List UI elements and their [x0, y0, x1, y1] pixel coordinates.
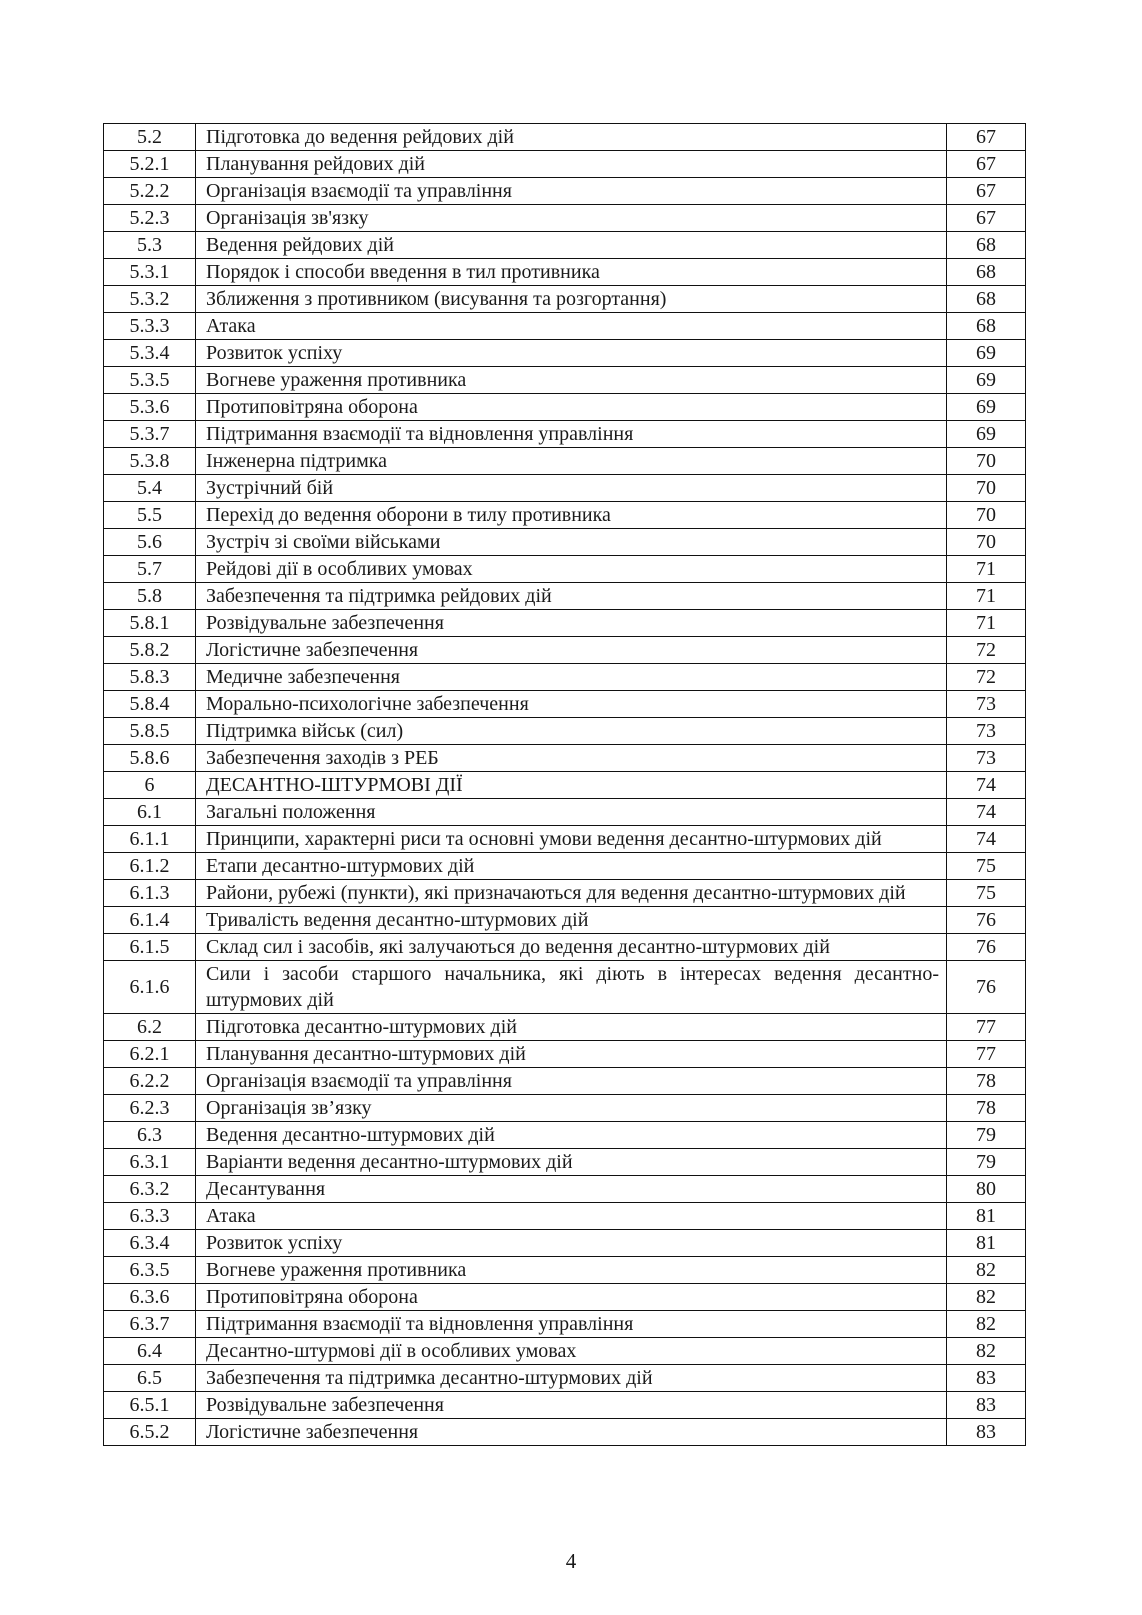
- section-title: Ведення рейдових дій: [196, 232, 947, 259]
- page-ref: 70: [947, 502, 1026, 529]
- toc-row: [104, 475, 1026, 502]
- toc-row: [104, 1203, 1026, 1230]
- toc-row: [104, 232, 1026, 259]
- toc-row: [104, 313, 1026, 340]
- section-number: 6.1.2: [104, 853, 196, 880]
- page-ref: 71: [947, 556, 1026, 583]
- section-title: Склад сил і засобів, які залучаються до ведення десантно-штурмових дій: [196, 934, 947, 961]
- page-ref: 72: [947, 637, 1026, 664]
- toc-row: [104, 718, 1026, 745]
- page-ref: 77: [947, 1014, 1026, 1041]
- section-title: Десантно-штурмові дії в особливих умовах: [196, 1338, 947, 1365]
- section-number: 6.1.4: [104, 907, 196, 934]
- section-number: 6.3.6: [104, 1284, 196, 1311]
- section-title: Етапи десантно-штурмових дій: [196, 853, 947, 880]
- section-title: Логістичне забезпечення: [196, 637, 947, 664]
- page-ref: 68: [947, 259, 1026, 286]
- section-number: 6.5.1: [104, 1392, 196, 1419]
- page-ref: 82: [947, 1257, 1026, 1284]
- section-number: 6: [104, 772, 196, 799]
- page-ref: 72: [947, 664, 1026, 691]
- section-title: Зближення з противником (висування та розгортання): [196, 286, 947, 313]
- section-title: Протиповітряна оборона: [196, 394, 947, 421]
- toc-row: [104, 772, 1026, 799]
- section-title: Планування рейдових дій: [196, 151, 947, 178]
- section-title: ДЕСАНТНО-ШТУРМОВІ ДІЇ: [196, 772, 947, 799]
- section-number: 5.5: [104, 502, 196, 529]
- section-number: 5.8.5: [104, 718, 196, 745]
- section-number: 5.8.1: [104, 610, 196, 637]
- page-ref: 69: [947, 367, 1026, 394]
- section-number: 5.2: [104, 124, 196, 151]
- toc-row: [104, 745, 1026, 772]
- toc-row: [104, 1068, 1026, 1095]
- section-number: 6.1.3: [104, 880, 196, 907]
- section-number: 5.3.4: [104, 340, 196, 367]
- section-number: 5.3.5: [104, 367, 196, 394]
- section-number: 6.1: [104, 799, 196, 826]
- section-number: 6.5.2: [104, 1419, 196, 1446]
- page-ref: 71: [947, 583, 1026, 610]
- toc-row: [104, 664, 1026, 691]
- toc-row: [104, 691, 1026, 718]
- section-title: Організація взаємодії та управління: [196, 178, 947, 205]
- toc-row: [104, 1095, 1026, 1122]
- section-title: Підтримання взаємодії та відновлення управління: [196, 421, 947, 448]
- section-title: Підтримання взаємодії та відновлення управління: [196, 1311, 947, 1338]
- toc-row: [104, 394, 1026, 421]
- section-number: 5.3.6: [104, 394, 196, 421]
- toc-row: [104, 1338, 1026, 1365]
- toc-row: [104, 367, 1026, 394]
- page-ref: 83: [947, 1392, 1026, 1419]
- section-title: Розвідувальне забезпечення: [196, 1392, 947, 1419]
- toc-row: [104, 151, 1026, 178]
- page-ref: 78: [947, 1095, 1026, 1122]
- section-title: Вогневе ураження противника: [196, 367, 947, 394]
- section-number: 5.8.2: [104, 637, 196, 664]
- section-number: 6.3.2: [104, 1176, 196, 1203]
- section-title: Ведення десантно-штурмових дій: [196, 1122, 947, 1149]
- section-title: Забезпечення та підтримка десантно-штурмових дій: [196, 1365, 947, 1392]
- page-ref: 70: [947, 529, 1026, 556]
- section-title: Організація зв’язку: [196, 1095, 947, 1122]
- page-ref: 68: [947, 313, 1026, 340]
- section-title: Райони, рубежі (пункти), які призначаються для ведення десантно-штурмових дій: [196, 880, 947, 907]
- section-number: 6.3.4: [104, 1230, 196, 1257]
- section-number: 5.3.8: [104, 448, 196, 475]
- page-ref: 71: [947, 610, 1026, 637]
- page-ref: 76: [947, 907, 1026, 934]
- section-number: 6.2.3: [104, 1095, 196, 1122]
- page-ref: 79: [947, 1149, 1026, 1176]
- section-number: 6.4: [104, 1338, 196, 1365]
- page-ref: 74: [947, 772, 1026, 799]
- toc-row: [104, 907, 1026, 934]
- page-ref: 81: [947, 1203, 1026, 1230]
- section-number: 5.4: [104, 475, 196, 502]
- page-ref: 82: [947, 1284, 1026, 1311]
- toc-row: [104, 880, 1026, 907]
- section-number: 6.3.1: [104, 1149, 196, 1176]
- page-ref: 67: [947, 124, 1026, 151]
- section-title: Забезпечення заходів з РЕБ: [196, 745, 947, 772]
- section-number: 5.8: [104, 583, 196, 610]
- page-ref: 69: [947, 340, 1026, 367]
- section-number: 5.6: [104, 529, 196, 556]
- table-of-contents: [103, 123, 1026, 1446]
- page-ref: 75: [947, 880, 1026, 907]
- toc-row: [104, 1176, 1026, 1203]
- toc-row: [104, 583, 1026, 610]
- section-number: 5.8.4: [104, 691, 196, 718]
- section-number: 5.3.2: [104, 286, 196, 313]
- toc-row: [104, 1365, 1026, 1392]
- toc-row: [104, 1257, 1026, 1284]
- section-number: 6.2: [104, 1014, 196, 1041]
- toc-row: [104, 610, 1026, 637]
- section-title: Морально-психологічне забезпечення: [196, 691, 947, 718]
- section-number: 5.3.3: [104, 313, 196, 340]
- page-ref: 67: [947, 205, 1026, 232]
- section-title: Забезпечення та підтримка рейдових дій: [196, 583, 947, 610]
- section-title: Сили і засоби старшого начальника, які діють в інтересах ведення десантно-штурмових дій: [196, 961, 947, 1014]
- section-number: 6.3: [104, 1122, 196, 1149]
- page-ref: 81: [947, 1230, 1026, 1257]
- section-number: 6.3.3: [104, 1203, 196, 1230]
- page-ref: 73: [947, 691, 1026, 718]
- page-ref: 68: [947, 232, 1026, 259]
- toc-row: [104, 1149, 1026, 1176]
- toc-row: [104, 799, 1026, 826]
- section-number: 6.3.7: [104, 1311, 196, 1338]
- toc-row: [104, 286, 1026, 313]
- section-title: Тривалість ведення десантно-штурмових дій: [196, 907, 947, 934]
- section-title: Рейдові дії в особливих умовах: [196, 556, 947, 583]
- section-title: Протиповітряна оборона: [196, 1284, 947, 1311]
- section-title: Підготовка десантно-штурмових дій: [196, 1014, 947, 1041]
- section-title: Медичне забезпечення: [196, 664, 947, 691]
- toc-row: [104, 1014, 1026, 1041]
- toc-row: [104, 340, 1026, 367]
- section-number: 5.7: [104, 556, 196, 583]
- section-number: 6.3.5: [104, 1257, 196, 1284]
- toc-row: [104, 1419, 1026, 1446]
- section-title: Логістичне забезпечення: [196, 1419, 947, 1446]
- section-title: Принципи, характерні риси та основні умови ведення десантно-штурмових дій: [196, 826, 947, 853]
- section-title: Атака: [196, 313, 947, 340]
- toc-body: [104, 124, 1026, 1446]
- section-number: 6.2.1: [104, 1041, 196, 1068]
- page-ref: 69: [947, 394, 1026, 421]
- section-title: Атака: [196, 1203, 947, 1230]
- toc-row: [104, 1392, 1026, 1419]
- section-title: Зустріч зі своїми військами: [196, 529, 947, 556]
- section-title: Розвиток успіху: [196, 340, 947, 367]
- section-number: 5.3.1: [104, 259, 196, 286]
- section-number: 6.1.5: [104, 934, 196, 961]
- page-ref: 82: [947, 1338, 1026, 1365]
- page-ref: 67: [947, 178, 1026, 205]
- page-ref: 70: [947, 475, 1026, 502]
- section-title: Планування десантно-штурмових дій: [196, 1041, 947, 1068]
- section-title: Зустрічний бій: [196, 475, 947, 502]
- section-title: Розвідувальне забезпечення: [196, 610, 947, 637]
- toc-row: [104, 826, 1026, 853]
- section-number: 5.8.3: [104, 664, 196, 691]
- page-ref: 77: [947, 1041, 1026, 1068]
- toc-row: [104, 448, 1026, 475]
- toc-row: [104, 1230, 1026, 1257]
- page-ref: 78: [947, 1068, 1026, 1095]
- page-ref: 68: [947, 286, 1026, 313]
- page-ref: 83: [947, 1365, 1026, 1392]
- page-ref: 82: [947, 1311, 1026, 1338]
- page-ref: 74: [947, 799, 1026, 826]
- section-number: 6.2.2: [104, 1068, 196, 1095]
- section-title: Варіанти ведення десантно-штурмових дій: [196, 1149, 947, 1176]
- section-title: Загальні положення: [196, 799, 947, 826]
- toc-row: [104, 1041, 1026, 1068]
- page-number: 4: [565, 1549, 577, 1573]
- toc-row: [104, 259, 1026, 286]
- toc-row: [104, 1284, 1026, 1311]
- section-title: Десантування: [196, 1176, 947, 1203]
- toc-row: [104, 556, 1026, 583]
- page-ref: 67: [947, 151, 1026, 178]
- toc-row: [104, 124, 1026, 151]
- toc-row: [104, 205, 1026, 232]
- section-title: Організація зв'язку: [196, 205, 947, 232]
- section-number: 5.2.1: [104, 151, 196, 178]
- page-ref: 79: [947, 1122, 1026, 1149]
- section-number: 5.3.7: [104, 421, 196, 448]
- toc-row: [104, 637, 1026, 664]
- toc-row: [104, 934, 1026, 961]
- section-title: Підготовка до ведення рейдових дій: [196, 124, 947, 151]
- section-number: 6.1.6: [104, 961, 196, 1014]
- page-ref: 73: [947, 718, 1026, 745]
- section-title: Підтримка військ (сил): [196, 718, 947, 745]
- page-ref: 69: [947, 421, 1026, 448]
- section-title: Розвиток успіху: [196, 1230, 947, 1257]
- toc-row: [104, 529, 1026, 556]
- section-number: 5.3: [104, 232, 196, 259]
- section-number: 6.1.1: [104, 826, 196, 853]
- toc-row: [104, 421, 1026, 448]
- section-title: Інженерна підтримка: [196, 448, 947, 475]
- page-ref: 73: [947, 745, 1026, 772]
- section-title: Перехід до ведення оборони в тилу противника: [196, 502, 947, 529]
- section-number: 5.2.2: [104, 178, 196, 205]
- toc-row: [104, 961, 1026, 1014]
- toc-row: [104, 1311, 1026, 1338]
- page-ref: 76: [947, 961, 1026, 1014]
- section-title: Вогневе ураження противника: [196, 1257, 947, 1284]
- toc-row: [104, 178, 1026, 205]
- toc-row: [104, 1122, 1026, 1149]
- page-ref: 83: [947, 1419, 1026, 1446]
- section-number: 5.2.3: [104, 205, 196, 232]
- page-ref: 76: [947, 934, 1026, 961]
- section-number: 6.5: [104, 1365, 196, 1392]
- toc-row: [104, 502, 1026, 529]
- page-ref: 70: [947, 448, 1026, 475]
- toc-row: [104, 853, 1026, 880]
- page-ref: 80: [947, 1176, 1026, 1203]
- section-number: 5.8.6: [104, 745, 196, 772]
- section-title: Організація взаємодії та управління: [196, 1068, 947, 1095]
- section-title: Порядок і способи введення в тил противника: [196, 259, 947, 286]
- page-ref: 74: [947, 826, 1026, 853]
- page-ref: 75: [947, 853, 1026, 880]
